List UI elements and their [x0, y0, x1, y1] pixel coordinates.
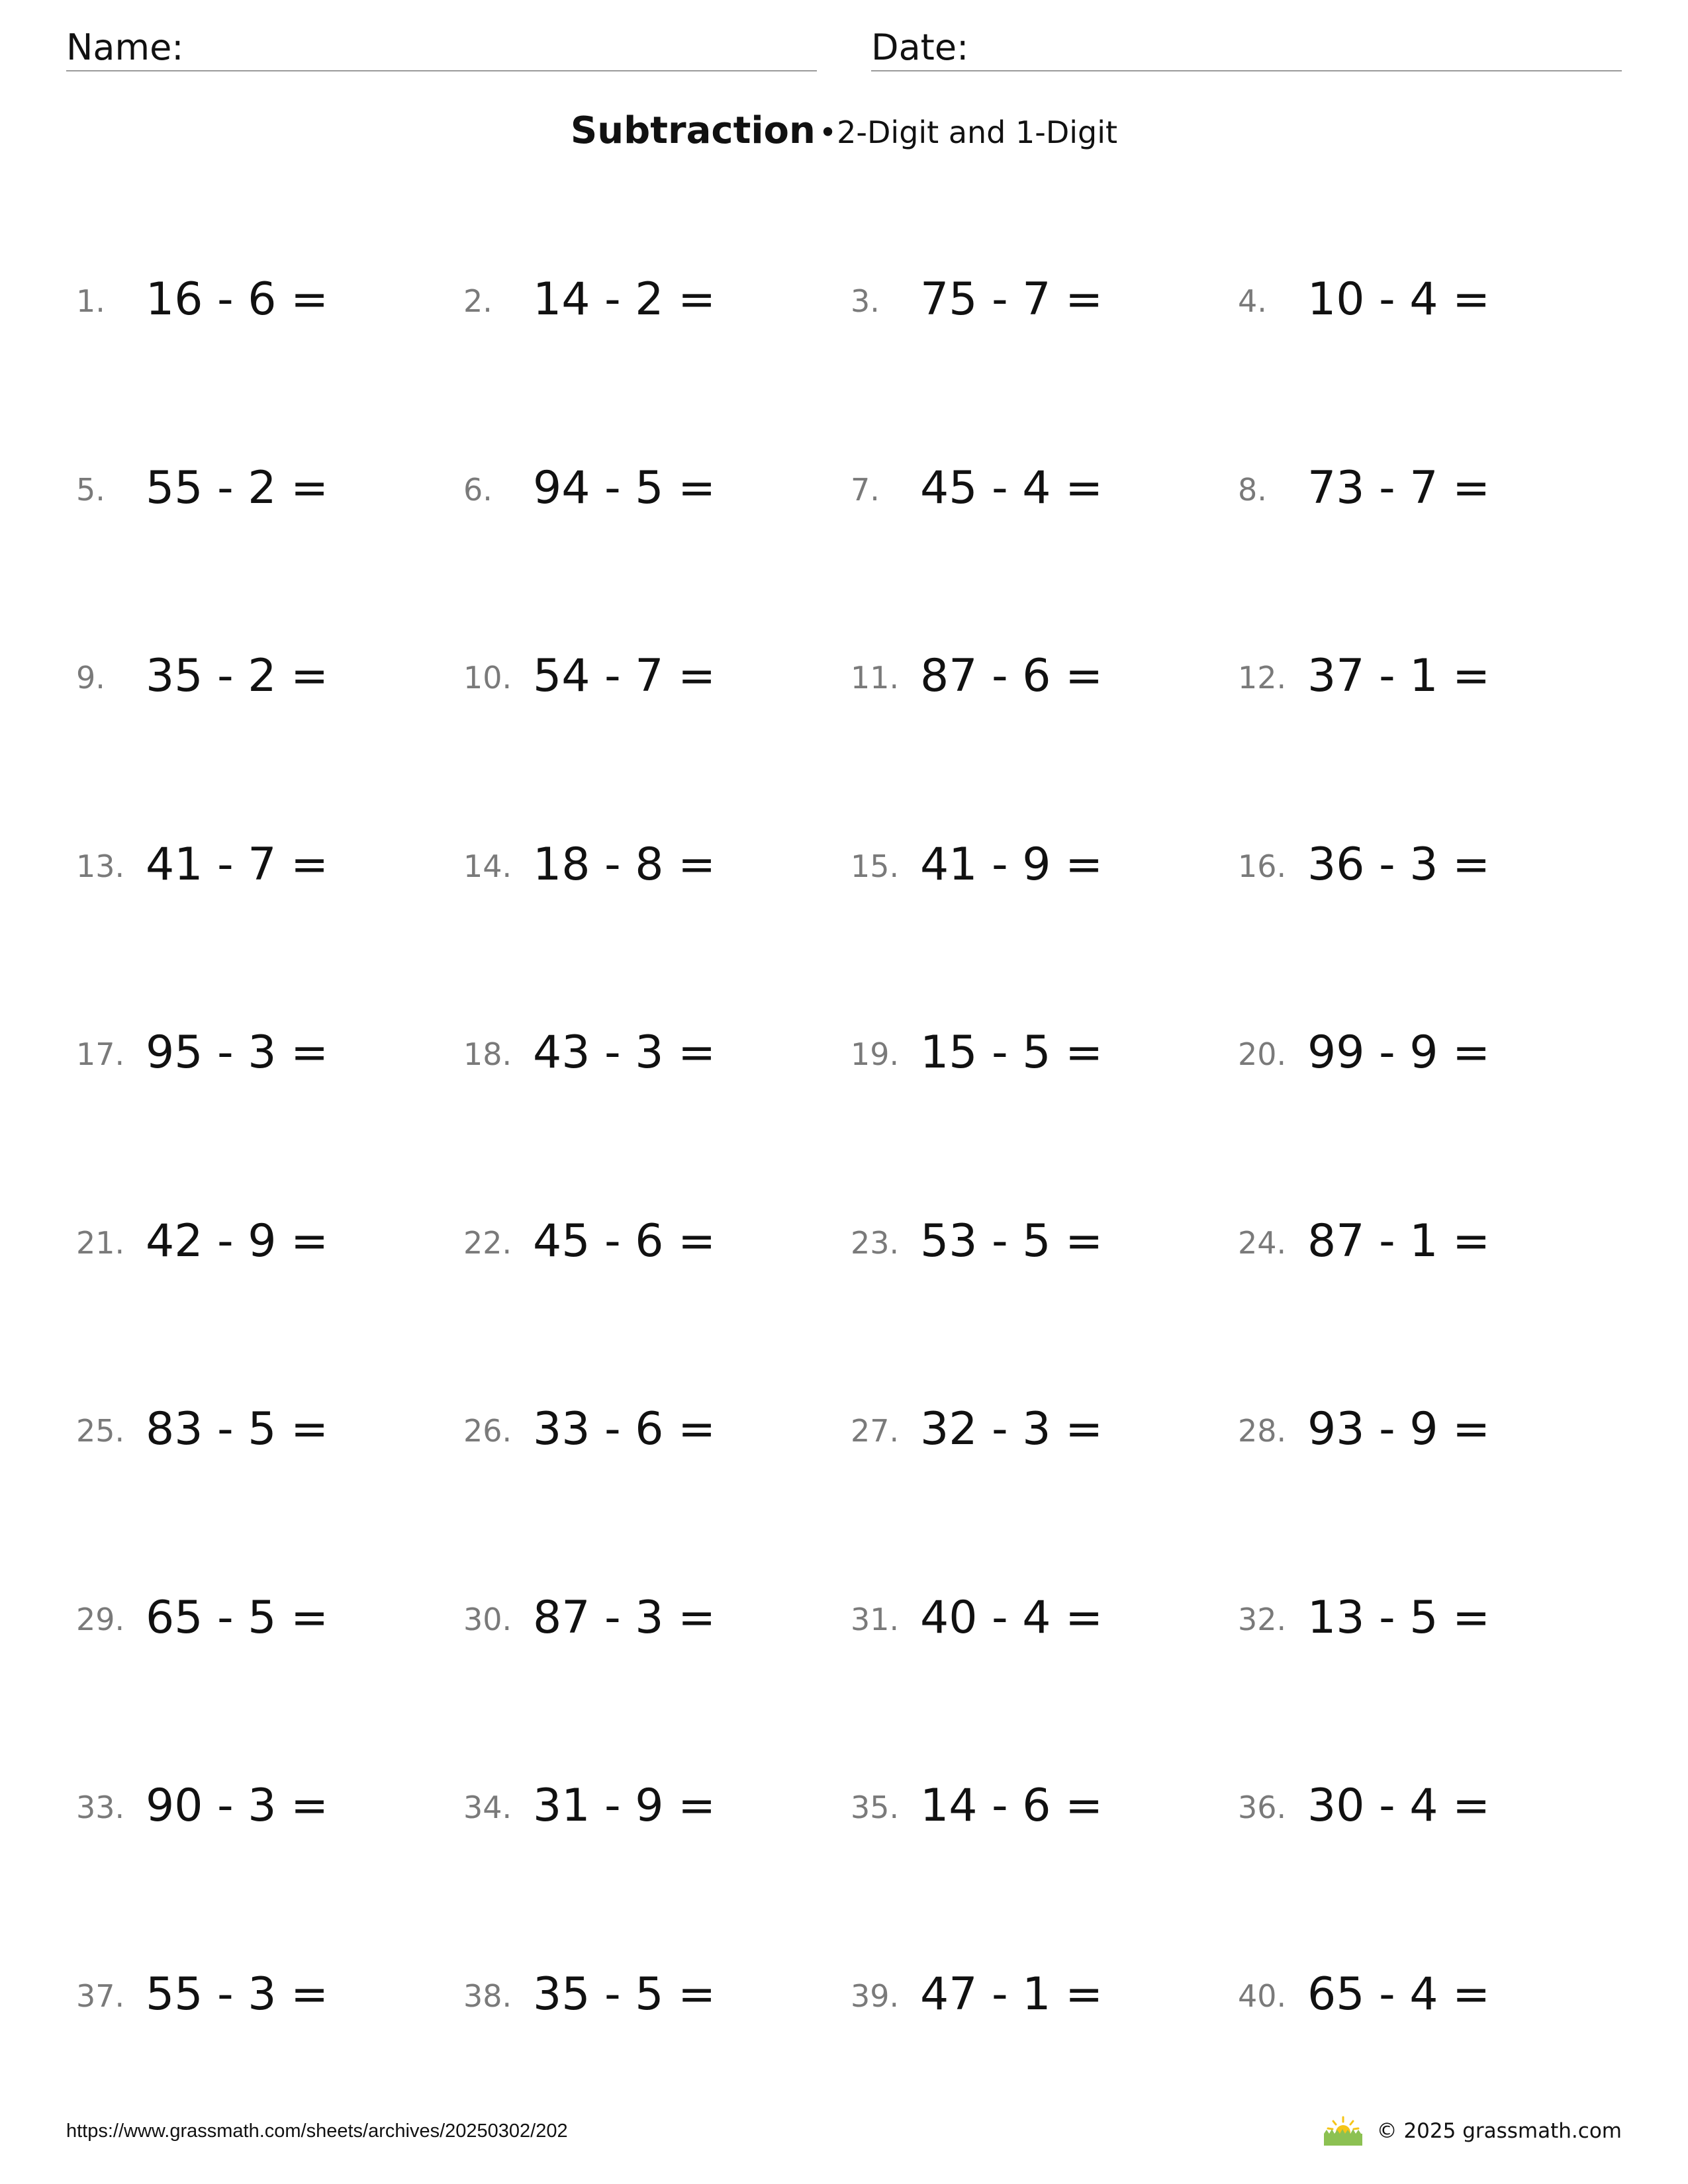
problem-item: [76, 1193, 447, 1273]
grass-sun-logo-icon: [1321, 2115, 1365, 2147]
problem-number: 23.: [851, 1224, 900, 1261]
problem-item: [1238, 251, 1609, 331]
problem-item: [76, 1758, 447, 1837]
problem-number: 36.: [1238, 1790, 1287, 1825]
problem-expression: 87 - 6 =: [920, 650, 1103, 702]
problem-expression: 45 - 6 =: [533, 1214, 716, 1267]
problem-number: 27.: [851, 1413, 900, 1449]
problem-number: 11.: [851, 660, 900, 696]
problem-expression: 43 - 3 =: [533, 1026, 716, 1079]
problem-item: [463, 1946, 834, 2026]
problem-number: 15.: [851, 848, 900, 884]
problem-number: 38.: [463, 1978, 512, 2014]
problem-item: [851, 1946, 1221, 2026]
problem-item: [1238, 1946, 1609, 2026]
problem-number: 6.: [463, 471, 492, 508]
problem-number: 10.: [463, 660, 512, 696]
problem-item: [851, 1758, 1221, 1837]
problem-number: 9.: [76, 660, 105, 696]
problem-item: [463, 817, 834, 896]
problem-expression: 90 - 3 =: [146, 1780, 329, 1832]
name-label: Name:: [66, 26, 184, 68]
problem-expression: 65 - 5 =: [146, 1591, 329, 1644]
problem-number: 13.: [76, 848, 125, 884]
problem-item: [851, 1570, 1221, 1649]
problem-item: [463, 1005, 834, 1084]
problem-expression: 13 - 5 =: [1307, 1591, 1491, 1644]
problem-number: 19.: [851, 1036, 900, 1072]
problem-expression: 40 - 4 =: [920, 1591, 1103, 1644]
title-separator: •: [818, 114, 837, 150]
problem-expression: 14 - 2 =: [533, 273, 716, 326]
problem-number: 8.: [1238, 471, 1267, 508]
problem-expression: 73 - 7 =: [1307, 461, 1491, 514]
problem-item: [1238, 1570, 1609, 1649]
problem-item: [1238, 817, 1609, 896]
problem-expression: 95 - 3 =: [146, 1026, 329, 1079]
problem-expression: 35 - 2 =: [146, 650, 329, 702]
problem-item: [76, 817, 447, 896]
problem-item: [851, 628, 1221, 707]
problem-number: 2.: [463, 283, 492, 319]
problem-expression: 41 - 7 =: [146, 838, 329, 891]
problem-item: [463, 628, 834, 707]
problem-expression: 83 - 5 =: [146, 1403, 329, 1455]
problem-item: [76, 1005, 447, 1084]
problem-expression: 37 - 1 =: [1307, 650, 1491, 702]
problem-number: 31.: [851, 1601, 900, 1637]
problem-item: [76, 440, 447, 520]
problem-number: 26.: [463, 1413, 512, 1449]
problem-number: 32.: [1238, 1601, 1287, 1637]
problem-number: 14.: [463, 848, 512, 884]
problem-number: 3.: [851, 283, 880, 319]
problem-number: 39.: [851, 1978, 900, 2014]
problem-number: 35.: [851, 1790, 900, 1825]
problem-item: [463, 1570, 834, 1649]
problem-number: 24.: [1238, 1224, 1287, 1261]
problem-expression: 42 - 9 =: [146, 1214, 329, 1267]
problem-item: [76, 628, 447, 707]
problem-expression: 10 - 4 =: [1307, 273, 1491, 326]
problem-number: 17.: [76, 1036, 125, 1072]
problem-item: [1238, 440, 1609, 520]
problem-number: 37.: [76, 1978, 125, 2014]
problem-expression: 32 - 3 =: [920, 1403, 1103, 1455]
problem-number: 18.: [463, 1036, 512, 1072]
problem-number: 29.: [76, 1601, 125, 1637]
problem-item: [851, 1005, 1221, 1084]
problem-expression: 65 - 4 =: [1307, 1968, 1491, 2021]
problem-item: [463, 251, 834, 331]
problem-expression: 36 - 3 =: [1307, 838, 1491, 891]
problem-expression: 31 - 9 =: [533, 1780, 716, 1832]
problem-number: 33.: [76, 1790, 125, 1825]
problem-item: [463, 440, 834, 520]
problem-item: [851, 1381, 1221, 1461]
problem-expression: 53 - 5 =: [920, 1214, 1103, 1267]
problem-expression: 45 - 4 =: [920, 461, 1103, 514]
footer-brand: [1321, 2111, 1622, 2151]
problem-number: 28.: [1238, 1413, 1287, 1449]
problem-expression: 35 - 5 =: [533, 1968, 716, 2021]
problem-number: 21.: [76, 1224, 125, 1261]
problem-number: 5.: [76, 471, 105, 508]
problem-expression: 33 - 6 =: [533, 1403, 716, 1455]
problem-number: 12.: [1238, 660, 1287, 696]
problem-number: 7.: [851, 471, 880, 508]
problem-item: [1238, 1005, 1609, 1084]
title-main: Subtraction: [570, 109, 816, 152]
problem-number: 25.: [76, 1413, 125, 1449]
problem-item: [851, 251, 1221, 331]
problem-item: [1238, 1193, 1609, 1273]
problem-expression: 14 - 6 =: [920, 1780, 1103, 1832]
problem-item: [463, 1381, 834, 1461]
problem-expression: 93 - 9 =: [1307, 1403, 1491, 1455]
problem-item: [1238, 1381, 1609, 1461]
problem-item: [851, 440, 1221, 520]
problem-expression: 54 - 7 =: [533, 650, 716, 702]
problem-expression: 41 - 9 =: [920, 838, 1103, 891]
problem-item: [76, 251, 447, 331]
problem-number: 20.: [1238, 1036, 1287, 1072]
problem-expression: 30 - 4 =: [1307, 1780, 1491, 1832]
problem-number: 30.: [463, 1601, 512, 1637]
copyright-text: © 2025 grassmath.com: [1376, 2119, 1622, 2143]
problem-item: [1238, 1758, 1609, 1837]
problem-number: 4.: [1238, 283, 1267, 319]
problem-number: 22.: [463, 1224, 512, 1261]
problem-item: [463, 1758, 834, 1837]
date-label: Date:: [871, 26, 969, 68]
title-subtitle: 2-Digit and 1-Digit: [837, 114, 1118, 150]
problem-expression: 15 - 5 =: [920, 1026, 1103, 1079]
problem-item: [1238, 628, 1609, 707]
problem-number: 40.: [1238, 1978, 1287, 2014]
problem-expression: 55 - 2 =: [146, 461, 329, 514]
problem-item: [851, 1193, 1221, 1273]
footer-url: https://www.grassmath.com/sheets/archives/20250302/202: [66, 2120, 568, 2142]
problem-expression: 47 - 1 =: [920, 1968, 1103, 2021]
problem-number: 1.: [76, 283, 105, 319]
problem-number: 34.: [463, 1790, 512, 1825]
problem-item: [76, 1946, 447, 2026]
problem-expression: 55 - 3 =: [146, 1968, 329, 2021]
problem-expression: 75 - 7 =: [920, 273, 1103, 326]
problem-item: [76, 1381, 447, 1461]
problem-item: [76, 1570, 447, 1649]
problem-expression: 87 - 1 =: [1307, 1214, 1491, 1267]
problem-number: 16.: [1238, 848, 1287, 884]
problem-expression: 16 - 6 =: [146, 273, 329, 326]
problem-expression: 94 - 5 =: [533, 461, 716, 514]
problem-expression: 99 - 9 =: [1307, 1026, 1491, 1079]
problem-item: [463, 1193, 834, 1273]
problem-item: [851, 817, 1221, 896]
problem-expression: 18 - 8 =: [533, 838, 716, 891]
problem-expression: 87 - 3 =: [533, 1591, 716, 1644]
